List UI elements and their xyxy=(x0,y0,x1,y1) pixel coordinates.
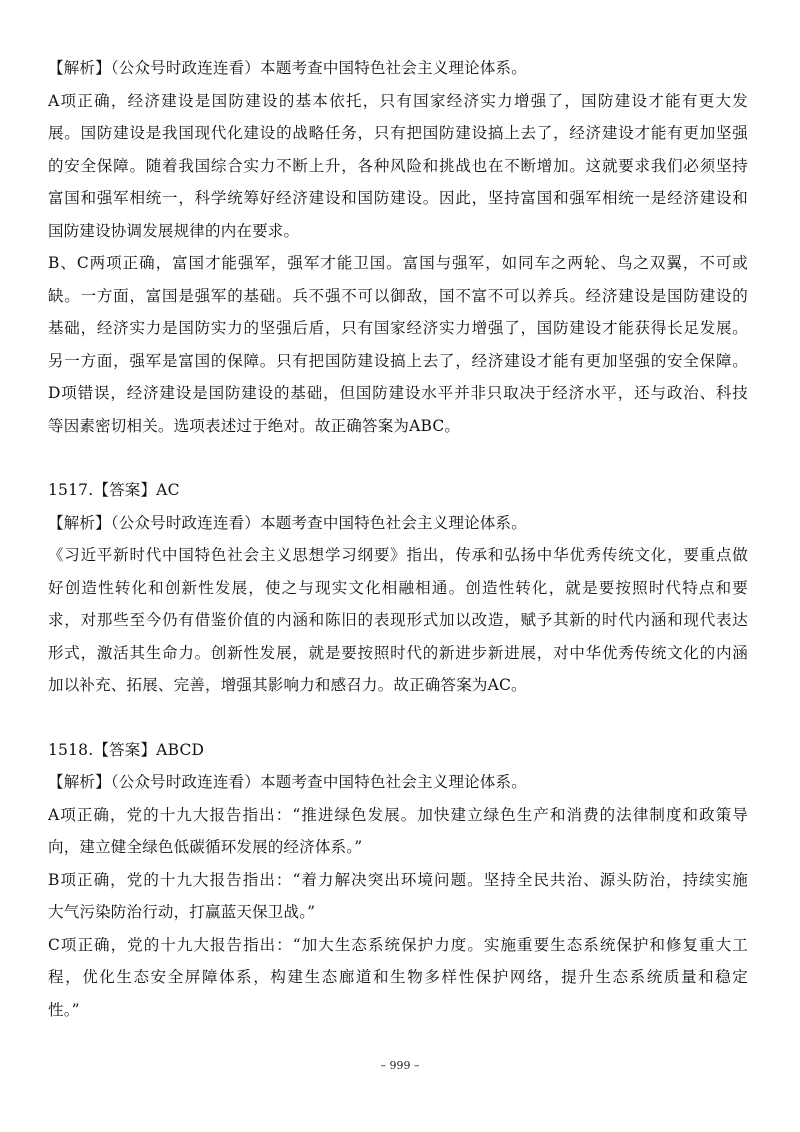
page-number: – 999 – xyxy=(380,1059,420,1072)
text-line: 程，优化生态安全屏障体系，构建生态廊道和生物多样性保护网络，提升生态系统质量和稳定 xyxy=(48,968,748,986)
answer-block xyxy=(48,52,748,442)
text-line: B、C两项正确，富国才能强军，强军才能卫国。富国与强军，如同车之两轮、鸟之双翼，不可或 xyxy=(48,254,748,272)
text-line: C项正确，党的十九大报告指出：“加大生态系统保护力度。实施重要生态系统保护和修复重大工 xyxy=(48,935,748,954)
text-line: 等因素密切相关。选项表述过于绝对。故正确答案为ABC。 xyxy=(48,416,461,435)
text-line: 1517.【答案】AC xyxy=(48,481,180,499)
text-line: 加以补充、拓展、完善，增强其影响力和感召力。故正确答案为AC。 xyxy=(48,676,527,694)
text-line: 展。国防建设是我国现代化建设的战略任务，只有把国防建设搞上去了，经济建设才能有更加坚强 xyxy=(48,124,748,142)
text-line: 缺。一方面，富国是强军的基础。兵不强不可以御敌，国不富不可以养兵。经济建设是国防建设的 xyxy=(48,286,748,305)
text-line: 《习近平新时代中国特色社会主义思想学习纲要》指出，传承和弘扬中华优秀传统文化，要重点做 xyxy=(48,546,748,564)
text-line: 的安全保障。随着我国综合实力不断上升，各种风险和挑战也在不断增加。这就要求我们必须坚持 xyxy=(48,156,748,175)
text-line: B项正确，党的十九大报告指出：“着力解决突出环境问题。坚持全民共治、源头防治，持续实施 xyxy=(48,870,748,889)
text-line: 【解析】（公众号时政连连看）本题考查中国特色社会主义理论体系。 xyxy=(48,59,527,77)
text-line: 【解析】（公众号时政连连看）本题考查中国特色社会主义理论体系。 xyxy=(48,773,527,791)
text-line: 富国和强军相统一，科学统筹好经济建设和国防建设。因此，坚持富国和强军相统一是经济建设和 xyxy=(48,189,748,207)
text-line: 另一方面，强军是富国的保障。只有把国防建设搞上去了，经济建设才能有更加坚强的安全保障。 xyxy=(48,351,748,370)
document-body xyxy=(48,52,748,1026)
answer-block xyxy=(48,474,748,702)
text-line: 基础，经济实力是国防实力的坚强后盾，只有国家经济实力增强了，国防建设才能获得长足发展。 xyxy=(48,319,748,337)
text-line: A项正确，党的十九大报告指出：“推进绿色发展。加快建立绿色生产和消费的法律制度和政策导 xyxy=(48,805,748,824)
text-line: 大气污染防治行动，打赢蓝天保卫战。” xyxy=(48,903,316,921)
text-line: A项正确，经济建设是国防建设的基本依托，只有国家经济实力增强了，国防建设才能有更大发 xyxy=(48,91,748,110)
block-gap xyxy=(48,702,748,734)
text-line: 形式，激活其生命力。创新性发展，就是要按照时代的新进步新进展，对中华优秀传统文化的内涵 xyxy=(48,643,748,662)
text-line: 【解析】（公众号时政连连看）本题考查中国特色社会主义理论体系。 xyxy=(48,513,527,532)
text-line: 求，对那些至今仍有借鉴价值的内涵和陈旧的表现形式加以改造，赋予其新的时代内涵和现代表达 xyxy=(48,611,748,629)
text-line: 1518.【答案】ABCD xyxy=(48,740,205,759)
text-line: 向，建立健全绿色低碳循环发展的经济体系。” xyxy=(48,838,363,856)
answer-block xyxy=(48,734,748,1027)
text-line: D项错误，经济建设是国防建设的基础，但国防建设水平并非只取决于经济水平，还与政治、科技 xyxy=(48,384,748,402)
block-gap xyxy=(48,442,748,474)
text-line: 性。” xyxy=(48,1000,80,1019)
text-line: 好创造性转化和创新性发展，使之与现实文化相融相通。创造性转化，就是要按照时代特点和要 xyxy=(48,578,748,597)
text-line: 国防建设协调发展规律的内在要求。 xyxy=(48,221,300,240)
